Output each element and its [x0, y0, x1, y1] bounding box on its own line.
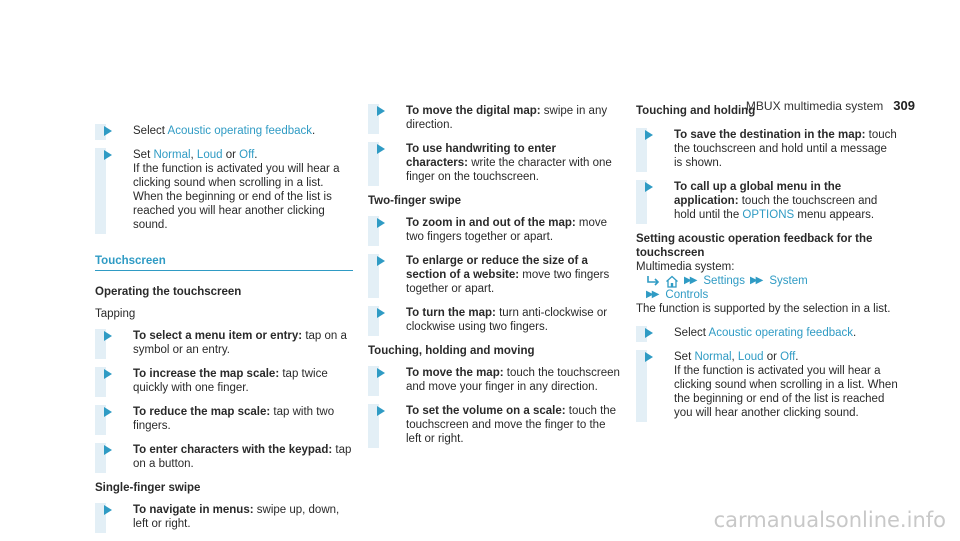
- home-icon: [665, 275, 679, 288]
- step-select-feedback: Select Acoustic operating feedback.: [95, 124, 353, 138]
- menu-path: ▶▶ Settings ▶▶ System: [636, 274, 898, 288]
- double-chevron-icon: ▶▶: [646, 289, 658, 300]
- list-item: To move the map: touch the touchscreen and move your finger in any direction.: [368, 366, 620, 394]
- list-item: To increase the map scale: tap twice quickly with one finger.: [95, 367, 353, 395]
- step-arrow-icon: [102, 406, 114, 418]
- list-item: To move the digital map: swipe in any direction.: [368, 104, 620, 132]
- step-body: If the function is activated you will hear a clicking sound when scrolling in a list. When the beginning or end of the list is reached you will hear another clicking sound.: [133, 163, 340, 231]
- column-left: [95, 124, 353, 541]
- list-item: To enlarge or reduce the size of a section of a website: move two fingers together or apart.: [368, 254, 620, 296]
- list-item: To save the destination in the map: touch the touchscreen and hold until a message is shown.: [636, 128, 898, 170]
- double-chevron-icon: ▶▶: [684, 275, 696, 286]
- step-body: If the function is activated you will hear a clicking sound when scrolling in a list. When the beginning or end of the list is reached you will hear another clicking sound.: [674, 365, 898, 419]
- subheading: Setting acoustic operation feedback for the touchscreen: [636, 233, 873, 259]
- step-arrow-icon: [375, 217, 387, 229]
- step-arrow-icon: [643, 181, 655, 193]
- menu-path: ▶▶ Controls: [646, 289, 709, 301]
- subheading: Touching, holding and moving: [368, 345, 535, 357]
- paragraph: Multimedia system:: [636, 261, 735, 273]
- subheading: Tapping: [95, 308, 136, 320]
- step-arrow-icon: [375, 255, 387, 267]
- subheading: Two-finger swipe: [368, 195, 462, 207]
- step-arrow-icon: [102, 368, 114, 380]
- list-item: To turn the map: turn anti-clockwise or clockwise using two fingers.: [368, 306, 620, 334]
- subheading: Single-finger swipe: [95, 482, 201, 494]
- step-arrow-icon: [643, 129, 655, 141]
- page-number: 309: [893, 98, 915, 113]
- step-arrow-icon: [102, 444, 114, 456]
- list-item: To navigate in menus: swipe up, down, left or right.: [95, 503, 353, 531]
- step-arrow-icon: [375, 143, 387, 155]
- list-item: To set the volume on a scale: touch the touchscreen and move the finger to the left or right.: [368, 404, 620, 446]
- step-set-level: Set Normal, Loud or Off. If the function is activated you will hear a clicking sound when scrolling in a list. When the beginning or end of the list is reached you will hear another clicking sound.: [95, 148, 353, 232]
- subheading: Touching and holding: [636, 105, 756, 117]
- step-arrow-icon: [102, 330, 114, 342]
- list-item: To call up a global menu in the application: touch the touchscreen and hold until the OPTIONS menu appears.: [636, 180, 898, 222]
- double-chevron-icon: ▶▶: [749, 275, 762, 286]
- column-right: [636, 104, 898, 430]
- step-arrow-icon: [375, 367, 387, 379]
- step-arrow-icon: [102, 125, 114, 137]
- step-arrow-icon: [102, 149, 114, 161]
- header-title: MBUX multimedia system: [745, 99, 884, 113]
- subheading: Operating the touchscreen: [95, 286, 242, 298]
- list-item: To select a menu item or entry: tap on a symbol or an entry.: [95, 329, 353, 357]
- list-item: To reduce the map scale: tap with two fingers.: [95, 405, 353, 433]
- list-item: To use handwriting to enter characters: write the character with one finger on the touchscreen.: [368, 142, 620, 184]
- step-arrow-icon: [375, 307, 387, 319]
- step-set-level: Set Normal, Loud or Off. If the function is activated you will hear a clicking sound when scrolling in a list. When the beginning or end of the list is reached you will hear another clicking sound.: [636, 350, 898, 420]
- step-arrow-icon: [375, 405, 387, 417]
- enter-arrow-icon: [646, 275, 660, 287]
- watermark: carmanualsonline.info: [713, 508, 946, 532]
- step-select-feedback: Select Acoustic operating feedback.: [636, 326, 898, 340]
- section-title: Touchscreen: [95, 254, 353, 271]
- step-arrow-icon: [102, 504, 114, 516]
- step-arrow-icon: [643, 327, 655, 339]
- list-item: To enter characters with the keypad: tap on a button.: [95, 443, 353, 471]
- list-item: To zoom in and out of the map: move two fingers together or apart.: [368, 216, 620, 244]
- column-middle: [368, 104, 620, 456]
- paragraph: The function is supported by the selection in a list.: [636, 303, 891, 315]
- step-arrow-icon: [375, 105, 387, 117]
- step-arrow-icon: [643, 351, 655, 363]
